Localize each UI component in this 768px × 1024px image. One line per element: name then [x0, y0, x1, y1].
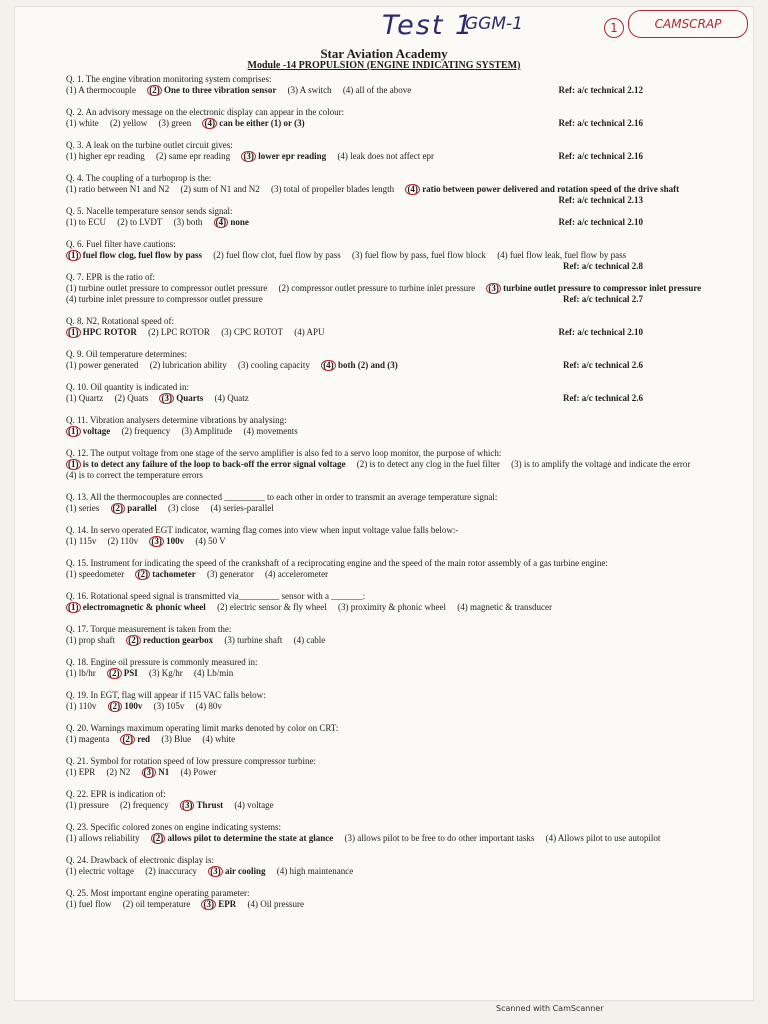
question-options [66, 184, 731, 195]
selected-answer-option: (4) ratio between power delivered and rotation speed of the drive shaft [407, 184, 680, 194]
question-options [66, 668, 731, 679]
reference-label: Ref: a/c technical 2.10 [558, 217, 643, 227]
answer-option: (2) LPC ROTOR [148, 327, 210, 337]
answer-option: (4) all of the above [342, 85, 412, 95]
handwritten-circled-number: 1 [604, 18, 624, 38]
question-item [66, 173, 731, 205]
question-options [66, 701, 731, 712]
circled-answer-mark: (2) [137, 569, 148, 579]
question-item [66, 657, 731, 679]
circled-answer-mark: (2) [112, 503, 123, 513]
answer-option: (1) EPR [66, 767, 96, 777]
circled-answer-mark: (2) [109, 701, 121, 711]
answer-option: (3) generator [206, 569, 254, 579]
question-text: Q. 22. EPR is indication of: [66, 789, 166, 799]
question-item [66, 74, 731, 96]
answer-option: (1) 115v [66, 536, 97, 546]
question-text: Q. 20. Warnings maximum operating limit marks denoted by color on CRT: [66, 723, 339, 733]
answer-option: (2) Quats [114, 393, 149, 403]
answer-option: (2) 110v [107, 536, 139, 546]
answer-option: (1) turbine outlet pressure to compressor outlet pressure [66, 283, 268, 293]
question-text: Q. 16. Rotational speed signal is transmitted via_________ sensor with a _______: [66, 591, 366, 601]
question-item [66, 525, 731, 547]
answer-option: (2) oil temperature [122, 899, 191, 909]
selected-answer-option: (1) is to detect any failure of the loop to back-off the error signal voltage [68, 459, 346, 469]
answer-option: (1) A thermocouple [66, 85, 136, 95]
answer-option: (1) allows reliability [66, 833, 140, 843]
answer-option: (1) magenta [66, 734, 110, 744]
reference-label: Ref: a/c technical 2.12 [558, 85, 643, 95]
answer-option: (4) voltage [234, 800, 274, 810]
circled-answer-mark: (2) [122, 734, 133, 744]
circled-answer-mark: (3) [143, 767, 154, 777]
answer-option: (4) movements [243, 426, 298, 436]
selected-answer-option: (2) reduction gearbox [128, 635, 214, 645]
question-item [66, 789, 731, 811]
question-item [66, 415, 731, 437]
question-item [66, 855, 731, 877]
circled-answer-mark: (3) [210, 866, 221, 876]
question-text: Q. 19. In EGT, flag will appear if 115 VAC falls below: [66, 690, 266, 700]
selected-answer-option: (3) 100v [151, 536, 185, 546]
question-item [66, 624, 731, 646]
selected-answer-option: (3) N1 [143, 767, 170, 777]
answer-option: (1) to ECU [66, 217, 106, 227]
question-item [66, 448, 731, 481]
handwritten-ggm-label: GGM-1 [465, 14, 523, 34]
answer-option: (2) is to detect any clog in the fuel filter [356, 459, 500, 469]
question-text: Q. 11. Vibration analysers determine vibrations by analysing: [66, 415, 287, 425]
question-item [66, 558, 731, 580]
answer-option: (4) APU [294, 327, 325, 337]
reference-label: Ref: a/c technical 2.16 [558, 151, 643, 161]
selected-answer-option: (4) none [215, 217, 249, 227]
selected-answer-option: (1) voltage [68, 426, 111, 436]
question-item [66, 723, 731, 745]
question-text: Q. 7. EPR is the ratio of: [66, 272, 155, 282]
handwritten-boxed-word: CAMSCRAP [628, 10, 748, 38]
selected-answer-option: (3) Thrust [181, 800, 224, 810]
answer-option: (3) proximity & phonic wheel [338, 602, 447, 612]
answer-option: (2) to LVDT [117, 217, 163, 227]
question-item [66, 822, 731, 844]
question-options [66, 503, 731, 514]
selected-answer-option: (2) tachometer [137, 569, 196, 579]
question-text: Q. 3. A leak on the turbine outlet circuit gives: [66, 140, 233, 150]
selected-answer-option: (3) Quarts [161, 393, 204, 403]
question-text: Q. 5. Nacelle temperature sensor sends signal: [66, 206, 233, 216]
circled-answer-mark: (1) [68, 250, 79, 260]
question-options [66, 426, 731, 437]
question-text: Q. 12. The output voltage from one stage of the servo amplifier is also fed to a servo loop monitor, the purpose of which: [66, 448, 502, 458]
question-options [66, 899, 731, 910]
question-options [66, 800, 731, 811]
answer-option: (1) fuel flow [66, 899, 112, 909]
circled-answer-mark: (1) [68, 426, 79, 436]
reference-label: Ref: a/c technical 2.16 [558, 118, 643, 128]
answer-option: (1) series [66, 503, 100, 513]
selected-answer-option: (1) electromagnetic & phonic wheel [68, 602, 206, 612]
answer-option: (3) Amplitude [181, 426, 233, 436]
question-text: Q. 21. Symbol for rotation speed of low pressure compressor turbine: [66, 756, 316, 766]
question-options [66, 866, 731, 877]
question-item [66, 206, 731, 228]
question-options [66, 734, 731, 745]
answer-option: (4) Allows pilot to use autopilot [545, 833, 661, 843]
reference-label: Ref: a/c technical 2.10 [558, 327, 643, 337]
question-item [66, 272, 731, 305]
answer-option: (3) total of propeller blades length [270, 184, 395, 194]
circled-answer-mark: (4) [407, 184, 418, 194]
question-item [66, 239, 731, 271]
question-options [66, 569, 731, 580]
question-text: Q. 9. Oil temperature determines: [66, 349, 187, 359]
circled-answer-mark: (1) [68, 459, 79, 469]
question-text: Q. 24. Drawback of electronic display is: [66, 855, 214, 865]
answer-option: (1) 110v [66, 701, 97, 711]
circled-answer-mark: (2) [109, 668, 120, 678]
question-options [66, 767, 731, 778]
question-list [66, 74, 731, 921]
question-text: Q. 13. All the thermocouples are connected _________ to each other in order to transmit an average temperature signal: [66, 492, 498, 502]
answer-option: (1) speedometer [66, 569, 125, 579]
answer-option: (2) frequency [119, 800, 169, 810]
question-options [66, 459, 731, 481]
question-item [66, 349, 731, 371]
answer-option: (4) high maintenance [276, 866, 354, 876]
question-text: Q. 1. The engine vibration monitoring system comprises: [66, 74, 272, 84]
question-item [66, 316, 731, 338]
selected-answer-option: (4) can be either (1) or (3) [204, 118, 305, 128]
selected-answer-option: (3) lower epr reading [243, 151, 327, 161]
answer-option: (3) allows pilot to be free to do other important tasks [344, 833, 535, 843]
answer-option: (3) close [168, 503, 200, 513]
answer-option: (2) same epr reading [155, 151, 231, 161]
answer-option: (4) is to correct the temperature errors [66, 470, 203, 480]
circled-answer-mark: (2) [128, 635, 139, 645]
question-text: Q. 17. Torque measurement is taken from the: [66, 624, 232, 634]
answer-option: (1) Quartz [66, 393, 104, 403]
answer-option: (1) pressure [66, 800, 109, 810]
question-options [66, 833, 731, 844]
question-item [66, 888, 731, 910]
selected-answer-option: (2) PSI [109, 668, 138, 678]
answer-option: (2) yellow [110, 118, 148, 128]
circled-answer-mark: (2) [149, 85, 160, 95]
circled-answer-mark: (3) [161, 393, 172, 403]
reference-label: Ref: a/c technical 2.8 [563, 261, 643, 271]
answer-option: (2) lubrication ability [149, 360, 227, 370]
question-item [66, 492, 731, 514]
reference-label: Ref: a/c technical 2.6 [563, 360, 643, 370]
question-item [66, 107, 731, 129]
answer-option: (1) prop shaft [66, 635, 115, 645]
handwritten-test-label: Test 1 [382, 10, 475, 41]
answer-option: (3) fuel flow by pass, fuel flow block [351, 250, 486, 260]
scanner-watermark: Scanned with CamScanner [496, 1004, 604, 1013]
answer-option: (1) power generated [66, 360, 139, 370]
question-item [66, 382, 731, 404]
question-item [66, 140, 731, 162]
answer-option: (4) Quatz [214, 393, 249, 403]
question-text: Q. 23. Specific colored zones on engine indicating systems: [66, 822, 281, 832]
answer-option: (3) turbine shaft [224, 635, 283, 645]
answer-option: (4) Oil pressure [247, 899, 304, 909]
answer-option: (4) fuel flow leak, fuel flow by pass [497, 250, 627, 260]
answer-option: (3) 105v [153, 701, 185, 711]
question-text: Q. 10. Oil quantity is indicated in: [66, 382, 189, 392]
answer-option: (4) Power [180, 767, 217, 777]
answer-option: (4) series-parallel [210, 503, 274, 513]
question-item [66, 591, 731, 613]
answer-option: (3) Kg/hr [149, 668, 183, 678]
selected-answer-option: (1) HPC ROTOR [68, 327, 137, 337]
academy-title: Star Aviation Academy [320, 46, 448, 61]
answer-option: (3) Blue [161, 734, 192, 744]
answer-option: (3) cooling capacity [237, 360, 310, 370]
circled-answer-mark: (1) [68, 327, 79, 337]
reference-label: Ref: a/c technical 2.13 [558, 195, 643, 205]
answer-option: (4) 80v [195, 701, 222, 711]
answer-option: (4) Lb/min [194, 668, 234, 678]
selected-answer-option: (2) 100v [109, 701, 143, 711]
question-text: Q. 18. Engine oil pressure is commonly measured in: [66, 657, 258, 667]
answer-option: (3) both [173, 217, 203, 227]
circled-answer-mark: (3) [488, 283, 499, 293]
selected-answer-option: (2) One to three vibration sensor [149, 85, 277, 95]
circled-answer-mark: (4) [215, 217, 227, 227]
answer-option: (2) compressor outlet pressure to turbine inlet pressure [278, 283, 476, 293]
selected-answer-option: (1) fuel flow clog, fuel flow by pass [68, 250, 202, 260]
answer-option: (4) magnetic & transducer [457, 602, 552, 612]
circled-answer-mark: (4) [204, 118, 215, 128]
question-text: Q. 25. Most important engine operating parameter: [66, 888, 250, 898]
reference-label: Ref: a/c technical 2.6 [563, 393, 643, 403]
circled-answer-mark: (3) [181, 800, 193, 810]
circled-answer-mark: (3) [151, 536, 162, 546]
answer-option: (4) 50 V [195, 536, 226, 546]
selected-answer-option: (2) parallel [112, 503, 157, 513]
module-title: Module -14 PROPULSION (ENGINE INDICATING SYSTEM) [247, 60, 521, 71]
answer-option: (3) is to amplify the voltage and indicate the error [511, 459, 691, 469]
question-item [66, 690, 731, 712]
circled-answer-mark: (2) [152, 833, 164, 843]
circled-answer-mark: (3) [243, 151, 254, 161]
answer-option: (4) cable [293, 635, 326, 645]
question-options [66, 635, 731, 646]
answer-option: (4) turbine inlet pressure to compressor outlet pressure [66, 294, 263, 304]
answer-option: (1) ratio between N1 and N2 [66, 184, 170, 194]
selected-answer-option: (3) air cooling [210, 866, 266, 876]
question-options [66, 250, 731, 261]
question-item [66, 756, 731, 778]
question-text: Q. 4. The coupling of a turboprop is the: [66, 173, 212, 183]
answer-option: (2) N2 [106, 767, 131, 777]
answer-option: (3) CPC ROTOT [221, 327, 284, 337]
selected-answer-option: (2) red [122, 734, 151, 744]
answer-option: (2) sum of N1 and N2 [180, 184, 260, 194]
answer-option: (2) inaccuracy [145, 866, 197, 876]
circled-answer-mark: (1) [68, 602, 79, 612]
answer-option: (2) electric sensor & fly wheel [217, 602, 327, 612]
selected-answer-option: (3) turbine outlet pressure to compressor inlet pressure [488, 283, 702, 293]
answer-option: (3) green [158, 118, 192, 128]
question-text: Q. 15. Instrument for indicating the speed of the crankshaft of a reciprocating engine and the speed of the main rotor assembly of a gas turbine engine: [66, 558, 608, 568]
answer-option: (1) lb/hr [66, 668, 96, 678]
question-text: Q. 6. Fuel filter have cautions: [66, 239, 176, 249]
selected-answer-option: (3) EPR [203, 899, 237, 909]
reference-label: Ref: a/c technical 2.7 [563, 294, 643, 304]
circled-answer-mark: (4) [323, 360, 334, 370]
answer-option: (1) higher epr reading [66, 151, 145, 161]
answer-option: (2) frequency [121, 426, 171, 436]
answer-option: (1) white [66, 118, 99, 128]
answer-option: (4) white [202, 734, 236, 744]
question-options [66, 602, 731, 613]
selected-answer-option: (4) both (2) and (3) [323, 360, 398, 370]
question-options [66, 536, 731, 547]
answer-option: (4) accelerometer [264, 569, 329, 579]
answer-option: (1) electric voltage [66, 866, 134, 876]
selected-answer-option: (2) allows pilot to determine the state at glance [152, 833, 334, 843]
answer-option: (3) A switch [287, 85, 332, 95]
answer-option: (4) leak does not affect epr [337, 151, 434, 161]
answer-option: (2) fuel flow clot, fuel flow by pass [213, 250, 341, 260]
question-text: Q. 2. An advisory message on the electronic display can appear in the colour: [66, 107, 345, 117]
question-text: Q. 14. In servo operated EGT indicator, warning flag comes into view when input voltage value falls below:- [66, 525, 459, 535]
question-text: Q. 8. N2, Rotational speed of: [66, 316, 174, 326]
circled-answer-mark: (3) [203, 899, 214, 909]
